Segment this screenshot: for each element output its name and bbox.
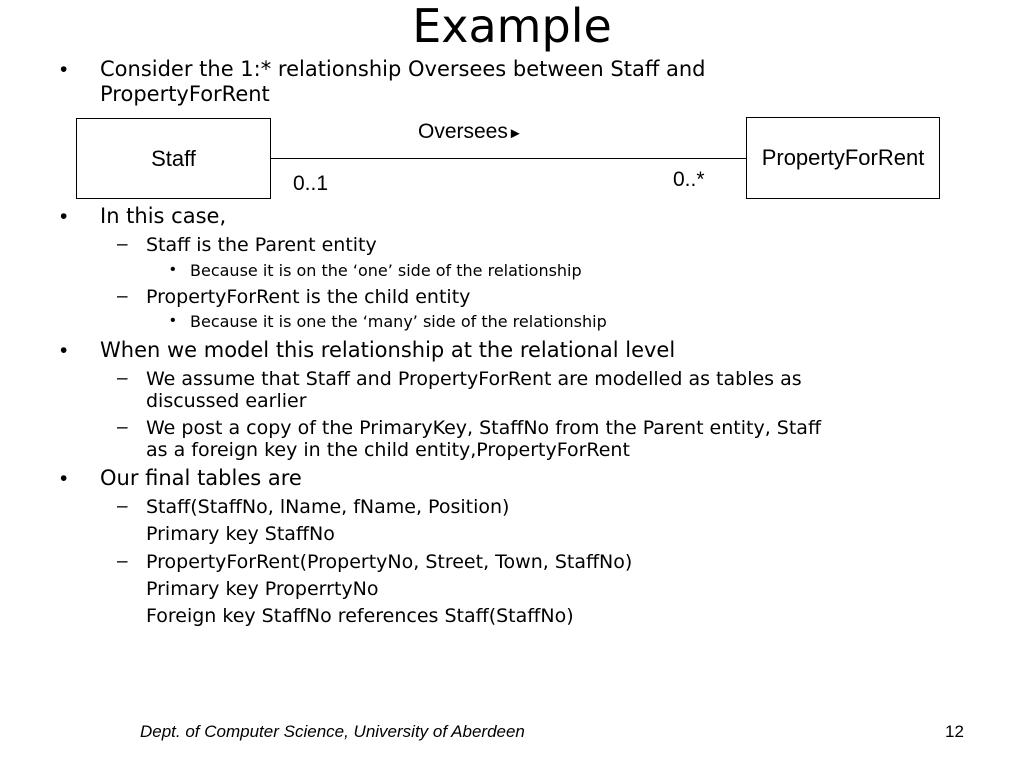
property-primary-key: Primary key ProperrtyNo <box>146 578 379 600</box>
tables-heading: Our final tables are <box>100 466 302 490</box>
entity-label-property-for-rent: PropertyForRent <box>761 145 925 170</box>
relationship-line <box>271 158 746 159</box>
dash-bullet: – <box>117 496 128 517</box>
bullet-dot: • <box>60 467 68 490</box>
bullet-dot: • <box>60 205 68 228</box>
bullet-dot: • <box>170 261 176 278</box>
relationship-name <box>418 120 523 144</box>
dash-bullet: – <box>117 417 128 438</box>
assume-text-line1: We assume that Staff and PropertyForRent are modelled as tables as <box>146 368 802 390</box>
bullet-dot: • <box>60 58 68 81</box>
entity-label-staff: Staff <box>151 145 196 171</box>
intro-text-line2: PropertyForRent <box>100 82 270 106</box>
assume-text-line2: discussed earlier <box>146 390 307 412</box>
intro-text-line1: Consider the 1:* relationship Oversees between Staff and <box>100 57 706 81</box>
dash-bullet: – <box>117 234 128 255</box>
direction-arrow-icon: ► <box>507 125 523 142</box>
parent-reason-text: Because it is on the ‘one’ side of the relationship <box>190 261 582 280</box>
child-reason-text: Because it is one the ‘many’ side of the relationship <box>190 312 607 331</box>
bullet-dot: • <box>60 339 68 362</box>
case-heading: In this case, <box>100 204 227 228</box>
multiplicity-left: 0..1 <box>293 172 329 195</box>
dash-bullet: – <box>117 551 128 572</box>
entity-box-staff <box>76 118 271 199</box>
dash-bullet: – <box>117 286 128 307</box>
entity-box-property-for-rent <box>746 117 940 199</box>
dash-bullet: – <box>117 368 128 389</box>
staff-table-schema: Staff(StaffNo, lName, fName, Position) <box>146 496 510 518</box>
post-text-line1: We post a copy of the PrimaryKey, StaffNo from the Parent entity, Staff <box>146 417 822 439</box>
model-heading: When we model this relationship at the relational level <box>100 338 676 362</box>
slide-title: Example <box>412 0 612 53</box>
property-foreign-key: Foreign key StaffNo references Staff(StaffNo) <box>146 605 574 627</box>
relationship-label: Oversees <box>418 120 508 143</box>
parent-entity-text: Staff is the Parent entity <box>146 234 377 256</box>
bullet-dot: • <box>170 312 176 329</box>
property-table-schema: PropertyForRent(PropertyNo, Street, Town, StaffNo) <box>146 551 633 573</box>
page-number: 12 <box>945 722 964 741</box>
staff-primary-key: Primary key StaffNo <box>146 523 335 545</box>
post-text-line2: as a foreign key in the child entity,PropertyForRent <box>146 439 630 461</box>
child-entity-text: PropertyForRent is the child entity <box>146 286 471 308</box>
footer-text: Dept. of Computer Science, University of Aberdeen <box>140 722 525 741</box>
multiplicity-right: 0..* <box>673 168 705 191</box>
